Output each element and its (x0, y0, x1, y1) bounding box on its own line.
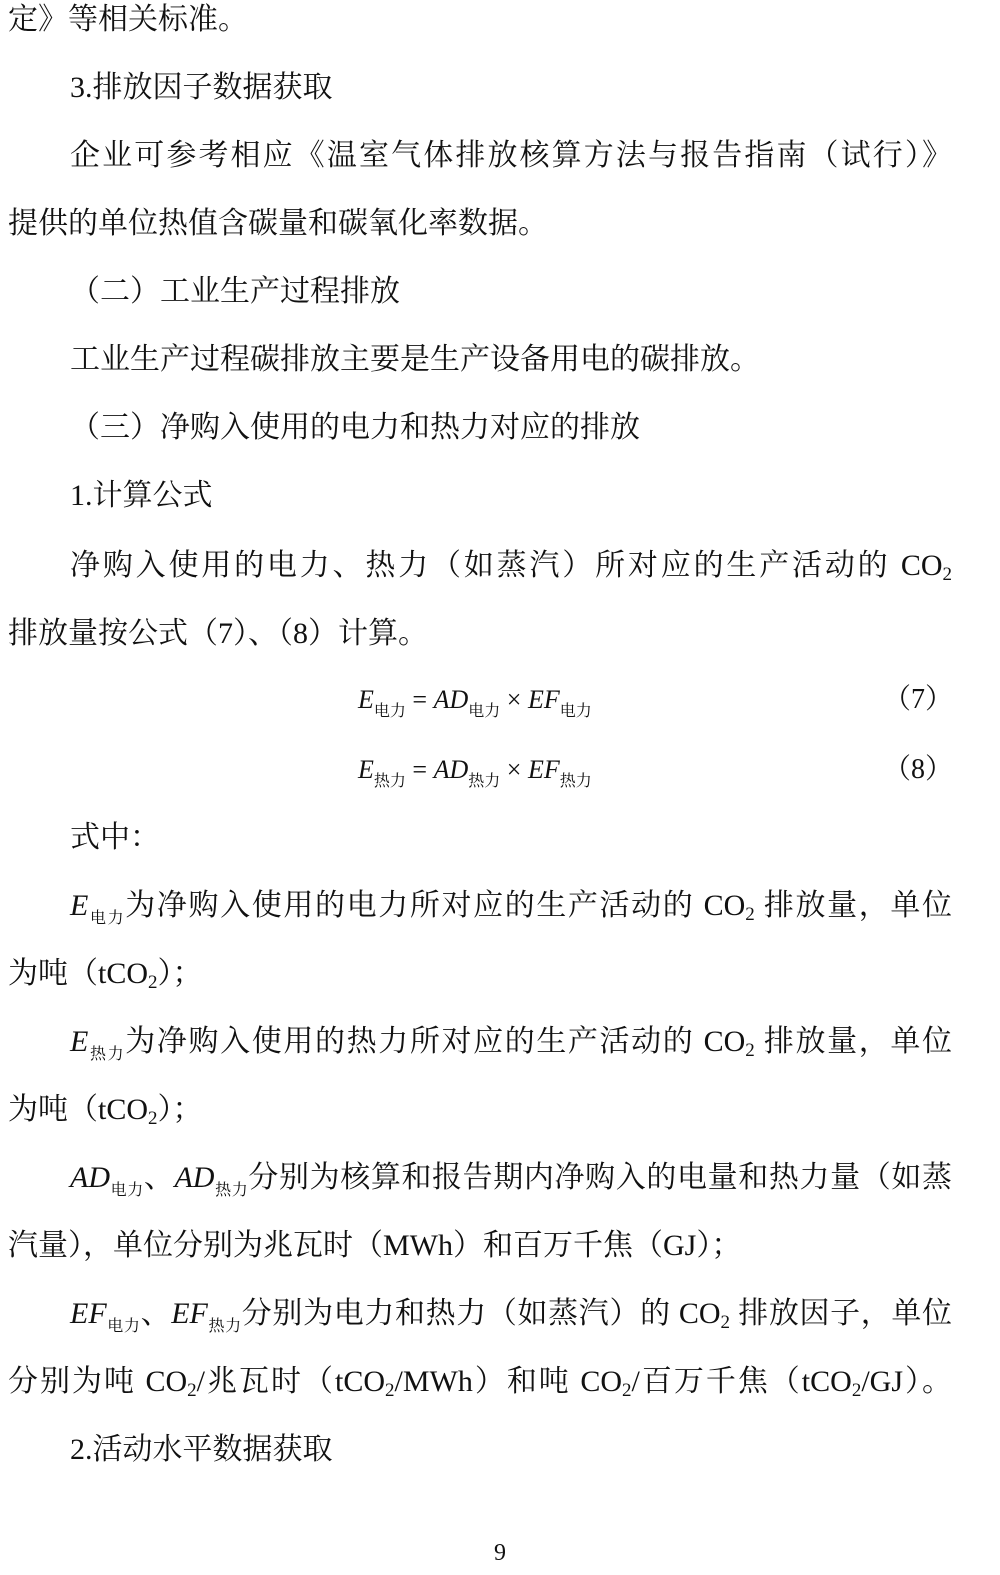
text-line: 定》等相关标准。 (8, 3, 248, 36)
text-line: 提供的单位热值含碳量和碳氧化率数据。 (8, 207, 548, 240)
section-heading: （三）净购入使用的电力和热力对应的排放 (70, 411, 640, 444)
equation-8: $E_{热力} = AD_{热力} \times EF_{热力}$ (358, 755, 592, 790)
text-line: 分别为吨 CO2/兆瓦时（tCO2/MWh）和吨 CO2/百万千焦（tCO2/GJ）。 (8, 1365, 952, 1401)
text-line: $AD_{电力}$、$AD_{热力}$分别为核算和报告期内净购入的电量和热力量（如蒸 (70, 1161, 952, 1199)
text-line: $E_{电力}$为净购入使用的电力所对应的生产活动的 CO2 排放量，单位 (70, 889, 952, 927)
text-line: 汽量），单位分别为兆瓦时（MWh）和百万千焦（GJ）； (8, 1229, 742, 1262)
text-line: 排放量按公式（7）、（8）计算。 (8, 617, 428, 650)
section-heading: （二）工业生产过程排放 (70, 275, 400, 308)
text-line: 式中： (70, 821, 160, 854)
text-line: $EF_{电力}$、$EF_{热力}$分别为电力和热力（如蒸汽）的 CO2 排放因子，单位 (70, 1297, 953, 1335)
text-line: 为吨（tCO2）； (8, 957, 203, 993)
text-line: 净购入使用的电力、热力（如蒸汽）所对应的生产活动的 CO2 (70, 549, 953, 585)
text-line: 为吨（tCO2）； (8, 1093, 203, 1129)
text-line: 工业生产过程碳排放主要是生产设备用电的碳排放。 (70, 343, 760, 376)
page-number: 9 (494, 1540, 506, 1566)
text-line: $E_{热力}$为净购入使用的热力所对应的生产活动的 CO2 排放量，单位 (70, 1025, 952, 1063)
equation-number: （7） (883, 684, 954, 715)
equation-7: $E_{电力} = AD_{电力} \times EF_{电力}$ (358, 685, 592, 720)
text-line: 企业可参考相应《温室气体排放核算方法与报告指南（试行）》 (70, 139, 952, 172)
section-heading: 2.活动水平数据获取 (70, 1433, 333, 1466)
section-heading: 3.排放因子数据获取 (70, 71, 333, 104)
section-heading: 1.计算公式 (70, 479, 213, 512)
equation-number: （8） (883, 754, 954, 785)
